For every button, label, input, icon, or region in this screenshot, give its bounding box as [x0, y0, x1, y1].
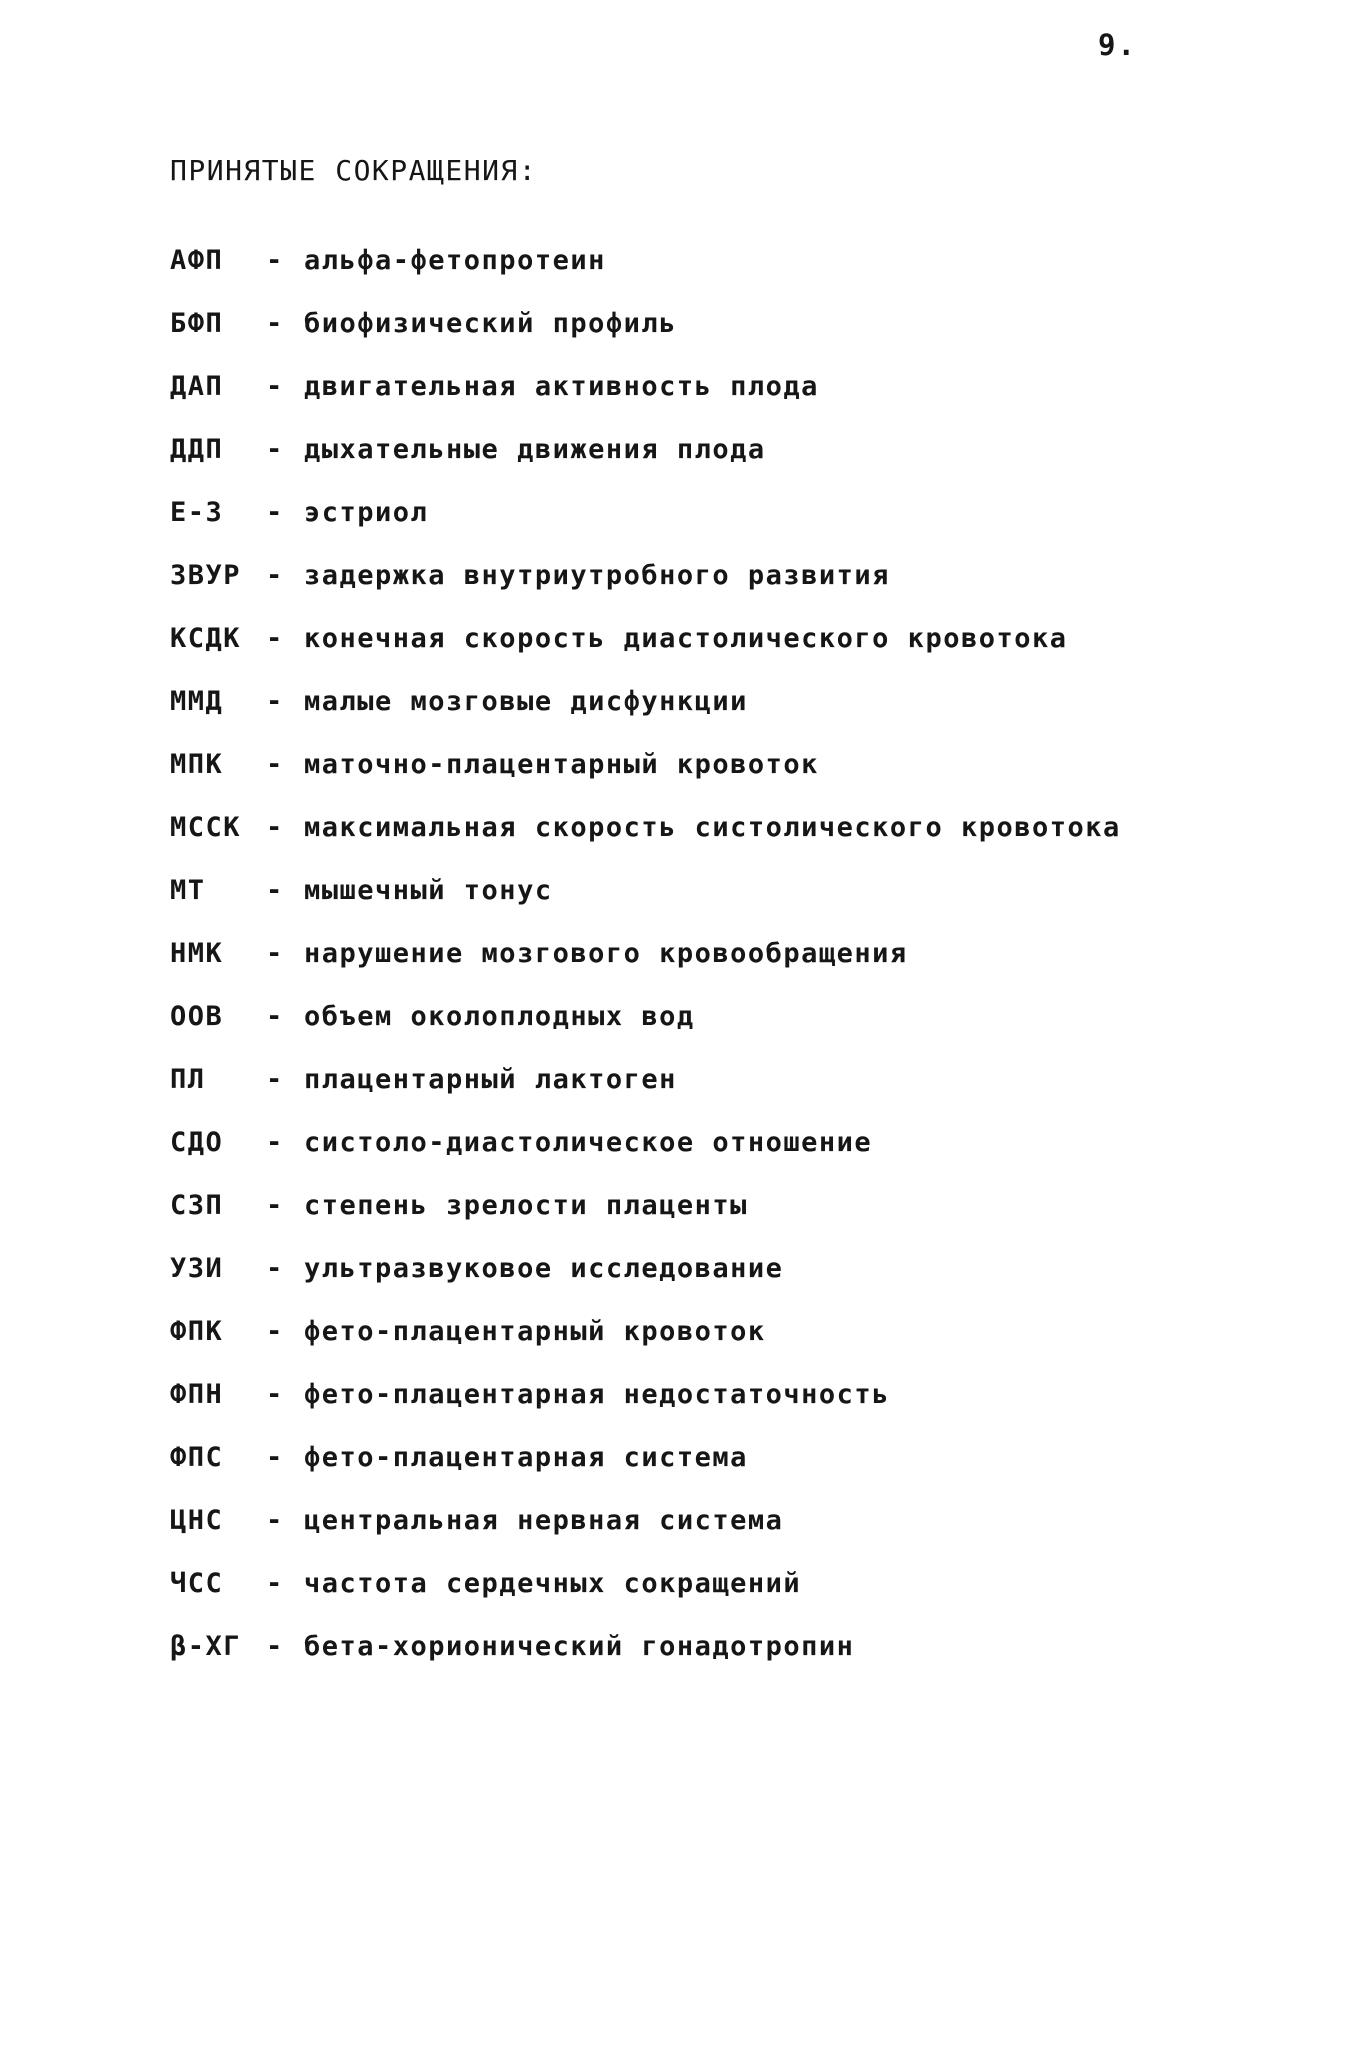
list-item [170, 434, 1121, 497]
list-item [170, 1442, 1121, 1505]
abbreviation-definition: задержка внутриутробного развития [304, 560, 890, 591]
list-item [170, 1631, 1121, 1694]
abbreviation-term: СЗП [170, 1190, 224, 1221]
abbreviation-list [170, 245, 1121, 1694]
abbreviation-definition: альфа-фетопротеин [304, 245, 606, 276]
list-item [170, 1379, 1121, 1442]
separator-dash: - [266, 1001, 284, 1032]
list-item [170, 308, 1121, 371]
list-item [170, 497, 1121, 560]
abbreviation-definition: конечная скорость диастолического кровотока [304, 623, 1068, 654]
abbreviation-term: ЗВУР [170, 560, 242, 591]
separator-dash: - [266, 1631, 284, 1662]
abbreviation-term: ООВ [170, 1001, 224, 1032]
abbreviation-definition: частота сердечных сокращений [304, 1568, 802, 1599]
abbreviation-definition: двигательная активность плода [304, 371, 819, 402]
list-item [170, 1253, 1121, 1316]
page-number: 9. [1098, 28, 1137, 62]
separator-dash: - [266, 371, 284, 402]
abbreviation-definition: максимальная скорость систолического кровотока [304, 812, 1121, 843]
abbreviation-definition: степень зрелости плаценты [304, 1190, 748, 1221]
list-item [170, 686, 1121, 749]
list-item [170, 1505, 1121, 1568]
separator-dash: - [266, 1379, 284, 1410]
abbreviation-definition: плацентарный лактоген [304, 1064, 677, 1095]
separator-dash: - [266, 308, 284, 339]
abbreviation-term: КСДК [170, 623, 242, 654]
abbreviation-term: ММД [170, 686, 224, 717]
separator-dash: - [266, 497, 284, 528]
abbreviation-definition: биофизический профиль [304, 308, 677, 339]
separator-dash: - [266, 686, 284, 717]
separator-dash: - [266, 434, 284, 465]
separator-dash: - [266, 938, 284, 969]
abbreviation-term: ДАП [170, 371, 224, 402]
list-item [170, 1127, 1121, 1190]
abbreviation-definition: эстриол [304, 497, 429, 528]
abbreviation-definition: фето-плацентарная недостаточность [304, 1379, 890, 1410]
list-item [170, 812, 1121, 875]
separator-dash: - [266, 875, 284, 906]
list-item [170, 875, 1121, 938]
abbreviation-term: Е-3 [170, 497, 224, 528]
separator-dash: - [266, 1568, 284, 1599]
abbreviation-definition: фето-плацентарная система [304, 1442, 748, 1473]
abbreviation-definition: дыхательные движения плода [304, 434, 766, 465]
separator-dash: - [266, 1442, 284, 1473]
separator-dash: - [266, 1127, 284, 1158]
separator-dash: - [266, 1316, 284, 1347]
list-item [170, 371, 1121, 434]
abbreviation-term: СДО [170, 1127, 224, 1158]
abbreviation-definition: объем околоплодных вод [304, 1001, 695, 1032]
list-item [170, 623, 1121, 686]
list-item [170, 1568, 1121, 1631]
separator-dash: - [266, 1253, 284, 1284]
abbreviation-term: АФП [170, 245, 224, 276]
abbreviation-term: β-ХГ [170, 1631, 242, 1662]
separator-dash: - [266, 1505, 284, 1536]
list-item [170, 1316, 1121, 1379]
list-item [170, 749, 1121, 812]
abbreviation-definition: мышечный тонус [304, 875, 553, 906]
abbreviation-definition: нарушение мозгового кровообращения [304, 938, 908, 969]
list-item [170, 1064, 1121, 1127]
abbreviation-term: ФПС [170, 1442, 224, 1473]
abbreviation-term: ЧСС [170, 1568, 224, 1599]
abbreviation-definition: бета-хорионический гонадотропин [304, 1631, 855, 1662]
abbreviation-definition: маточно-плацентарный кровоток [304, 749, 819, 780]
abbreviation-definition: фето-плацентарный кровоток [304, 1316, 766, 1347]
list-item [170, 938, 1121, 1001]
separator-dash: - [266, 1190, 284, 1221]
abbreviation-term: ФПК [170, 1316, 224, 1347]
abbreviation-definition: малые мозговые дисфункции [304, 686, 748, 717]
abbreviation-term: МТ [170, 875, 206, 906]
separator-dash: - [266, 812, 284, 843]
list-item [170, 1001, 1121, 1064]
abbreviation-definition: систоло-диастолическое отношение [304, 1127, 873, 1158]
abbreviation-term: ФПН [170, 1379, 224, 1410]
abbreviation-term: МССК [170, 812, 242, 843]
abbreviation-term: УЗИ [170, 1253, 224, 1284]
page-title: ПРИНЯТЫЕ СОКРАЩЕНИЯ: [170, 154, 538, 187]
list-item [170, 1190, 1121, 1253]
abbreviation-term: БФП [170, 308, 224, 339]
abbreviation-term: ПЛ [170, 1064, 206, 1095]
abbreviation-term: ДДП [170, 434, 224, 465]
separator-dash: - [266, 749, 284, 780]
separator-dash: - [266, 560, 284, 591]
abbreviation-definition: центральная нервная система [304, 1505, 784, 1536]
abbreviation-term: МПК [170, 749, 224, 780]
separator-dash: - [266, 623, 284, 654]
list-item [170, 245, 1121, 308]
separator-dash: - [266, 1064, 284, 1095]
separator-dash: - [266, 245, 284, 276]
abbreviation-term: ЦНС [170, 1505, 224, 1536]
abbreviation-term: НМК [170, 938, 224, 969]
list-item [170, 560, 1121, 623]
abbreviation-definition: ультразвуковое исследование [304, 1253, 784, 1284]
